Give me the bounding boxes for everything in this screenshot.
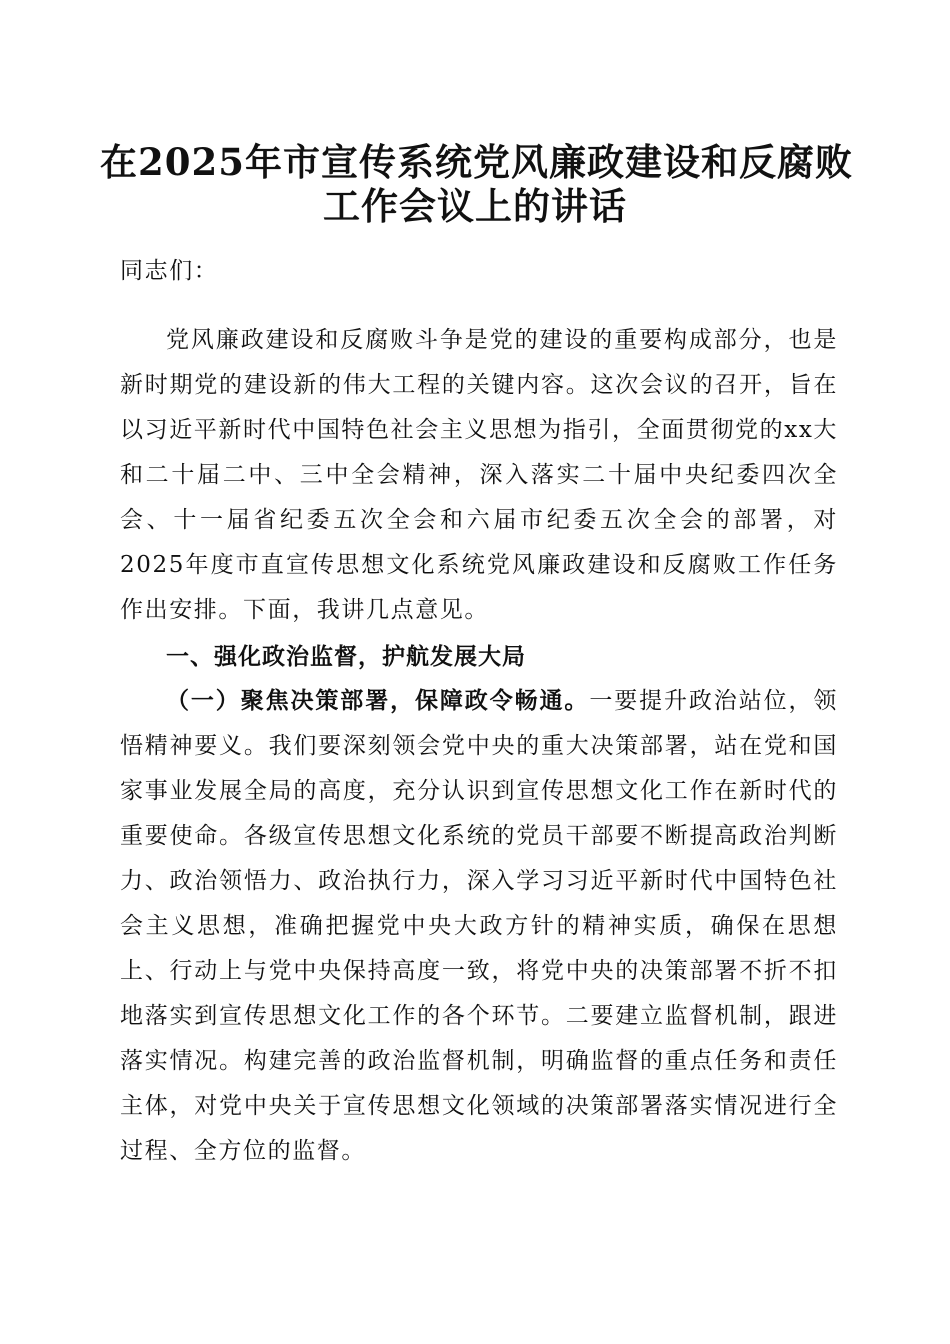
- section-heading-1: 一、强化政治监督，护航发展大局: [166, 644, 526, 670]
- document-title-line-1: 在2025年市宣传系统党风廉政建设和反腐败: [100, 140, 853, 184]
- paragraph-intro: 党风廉政建设和反腐败斗争是党的建设的重要构成部分，也是新时期党的建设新的伟大工程的关键内容。这次会议的召开，旨在以习近平新时代中国特色社会主义思想为指引，全面贯彻党的xx大和二十届二中、三中全会精神，深入落实二十届中央纪委四次全会、十一届省纪委五次全会和六届市纪委五次全会的部署，对2025年度市直宣传思想文化系统党风廉政建设和反腐败工作任务作出安排。下面，我讲几点意见。: [120, 327, 838, 623]
- salutation: 同志们：: [120, 258, 219, 284]
- paragraph-section-1-1: [120, 679, 838, 1174]
- paragraph-lead: （一）聚焦决策部署，保障政令畅通。: [166, 688, 590, 714]
- document-title-line-2: 工作会议上的讲话: [323, 184, 627, 228]
- paragraph-body: 一要提升政治站位，领悟精神要义。我们要深刻领会党中央的重大决策部署，站在党和国家事业发展全局的高度，充分认识到宣传思想文化工作在新时代的重要使命。各级宣传思想文化系统的党员干部要不断提高政治判断力、政治领悟力、政治执行力，深入学习习近平新时代中国特色社会主义思想，准确把握党中央大政方针的精神实质，确保在思想上、行动上与党中央保持高度一致，将党中央的决策部署不折不扣地落实到宣传思想文化工作的各个环节。二要建立监督机制，跟进落实情况。构建完善的政治监督机制，明确监督的重点任务和责任主体，对党中央关于宣传思想文化领域的决策部署落实情况进行全过程、全方位的监督。: [120, 688, 839, 1164]
